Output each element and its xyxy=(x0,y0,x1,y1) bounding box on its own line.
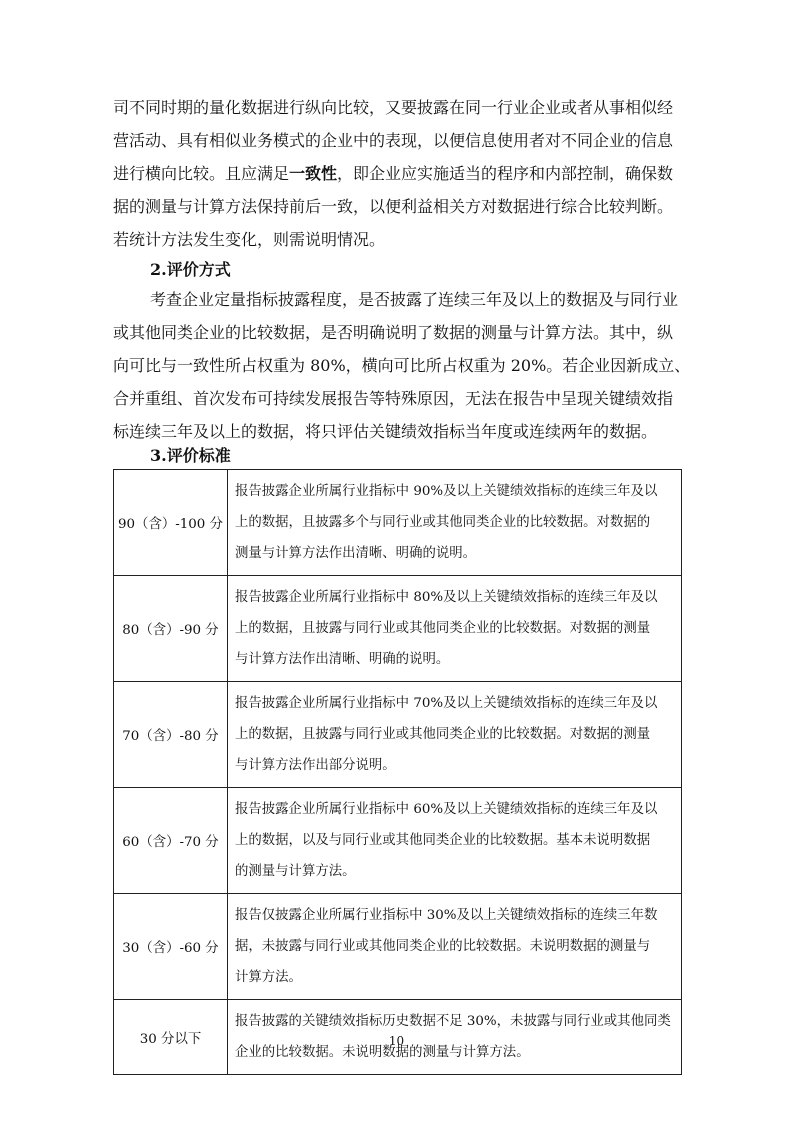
section-2-heading: 2.评价方式 xyxy=(150,260,231,279)
intro-line-5: 若统计方法发生变化，则需说明情况。 xyxy=(113,230,386,249)
criteria-line: 的测量与计算方法。 xyxy=(235,864,356,879)
criteria-line: 报告披露的关键绩效指标历史数据不足 30%，未披露与同行业或其他同类 xyxy=(235,1014,671,1029)
table-row xyxy=(114,576,682,682)
criteria-line: 报告披露企业所属行业指标中 80%及以上关键绩效指标的连续三年及以 xyxy=(235,590,658,605)
criteria-line: 上的数据，且披露多个与同行业或其他同类企业的比较数据。对数据的 xyxy=(235,515,651,530)
table-row xyxy=(114,894,682,1000)
criteria-line: 报告披露企业所属行业指标中 70%及以上关键绩效指标的连续三年及以 xyxy=(235,696,658,711)
score-range-cell: 30 分以下 xyxy=(114,1000,228,1075)
score-range-cell: 90（含）-100 分 xyxy=(114,470,228,576)
intro-line-3 xyxy=(113,157,683,190)
method-line-2: 或其他同类企业的比较数据，是否明确说明了数据的测量与计算方法。其中，纵 xyxy=(113,323,674,342)
criteria-line: 计算方法。 xyxy=(235,970,302,985)
score-range-cell: 60（含）-70 分 xyxy=(114,788,228,894)
criteria-line: 报告披露企业所属行业指标中 90%及以上关键绩效指标的连续三年及以 xyxy=(235,484,658,499)
criteria-description-cell xyxy=(228,788,682,894)
criteria-line: 企业的比较数据。未说明数据的测量与计算方法。 xyxy=(235,1045,530,1060)
intro-line-4: 据的测量与计算方法保持前后一致，以便利益相关方对数据进行综合比较判断。 xyxy=(113,197,674,216)
score-range-cell: 80（含）-90 分 xyxy=(114,576,228,682)
table-row xyxy=(114,788,682,894)
intro-line-3-end: ，即企业应实施适当的程序和内部控制，确保数 xyxy=(337,164,674,183)
intro-paragraph xyxy=(113,91,683,256)
criteria-line: 上的数据，且披露与同行业或其他同类企业的比较数据。对数据的测量 xyxy=(235,621,651,636)
criteria-line: 与计算方法作出清晰、明确的说明。 xyxy=(235,652,450,667)
criteria-description-cell xyxy=(228,576,682,682)
criteria-line: 据，未披露与同行业或其他同类企业的比较数据。未说明数据的测量与 xyxy=(235,939,651,954)
criteria-description-cell xyxy=(228,894,682,1000)
criteria-line: 测量与计算方法作出清晰、明确的说明。 xyxy=(235,546,477,561)
criteria-line: 报告披露企业所属行业指标中 60%及以上关键绩效指标的连续三年及以 xyxy=(235,802,658,817)
method-line-5: 标连续三年及以上的数据，将只评估关键绩效指标当年度或连续两年的数据。 xyxy=(113,422,658,441)
criteria-description-cell xyxy=(228,470,682,576)
page-number: 10 xyxy=(388,1034,405,1048)
method-line-1: 考查企业定量指标披露程度，是否披露了连续三年及以上的数据及与同行业 xyxy=(150,290,679,309)
score-range-cell: 70（含）-80 分 xyxy=(114,682,228,788)
criteria-description-cell xyxy=(228,682,682,788)
intro-line-3-start: 进行横向比较。且应满足 xyxy=(113,164,290,183)
evaluation-method-paragraph xyxy=(113,283,691,448)
evaluation-criteria-table xyxy=(113,469,682,1075)
consistency-term: 一致性 xyxy=(289,164,338,183)
criteria-line: 与计算方法作出部分说明。 xyxy=(235,758,396,773)
criteria-line: 报告仅披露企业所属行业指标中 30%及以上关键绩效指标的连续三年数 xyxy=(235,908,658,923)
table-row xyxy=(114,682,682,788)
method-line-3: 向可比与一致性所占权重为 80%，横向可比所占权重为 20%。若企业因新成立、 xyxy=(113,356,691,375)
intro-line-1: 司不同时期的量化数据进行纵向比较，又要披露在同一行业企业或者从事相似经 xyxy=(113,98,674,117)
criteria-line: 上的数据，以及与同行业或其他同类企业的比较数据。基本未说明数据 xyxy=(235,833,651,848)
score-range-cell: 30（含）-60 分 xyxy=(114,894,228,1000)
section-3-heading: 3.评价标准 xyxy=(150,446,231,465)
table-row xyxy=(114,470,682,576)
criteria-line: 上的数据，且披露与同行业或其他同类企业的比较数据。对数据的测量 xyxy=(235,727,651,742)
intro-line-2: 营活动、具有相似业务模式的企业中的表现，以便信息使用者对不同企业的信息 xyxy=(113,131,674,150)
method-line-4: 合并重组、首次发布可持续发展报告等特殊原因，无法在报告中呈现关键绩效指 xyxy=(113,389,674,408)
